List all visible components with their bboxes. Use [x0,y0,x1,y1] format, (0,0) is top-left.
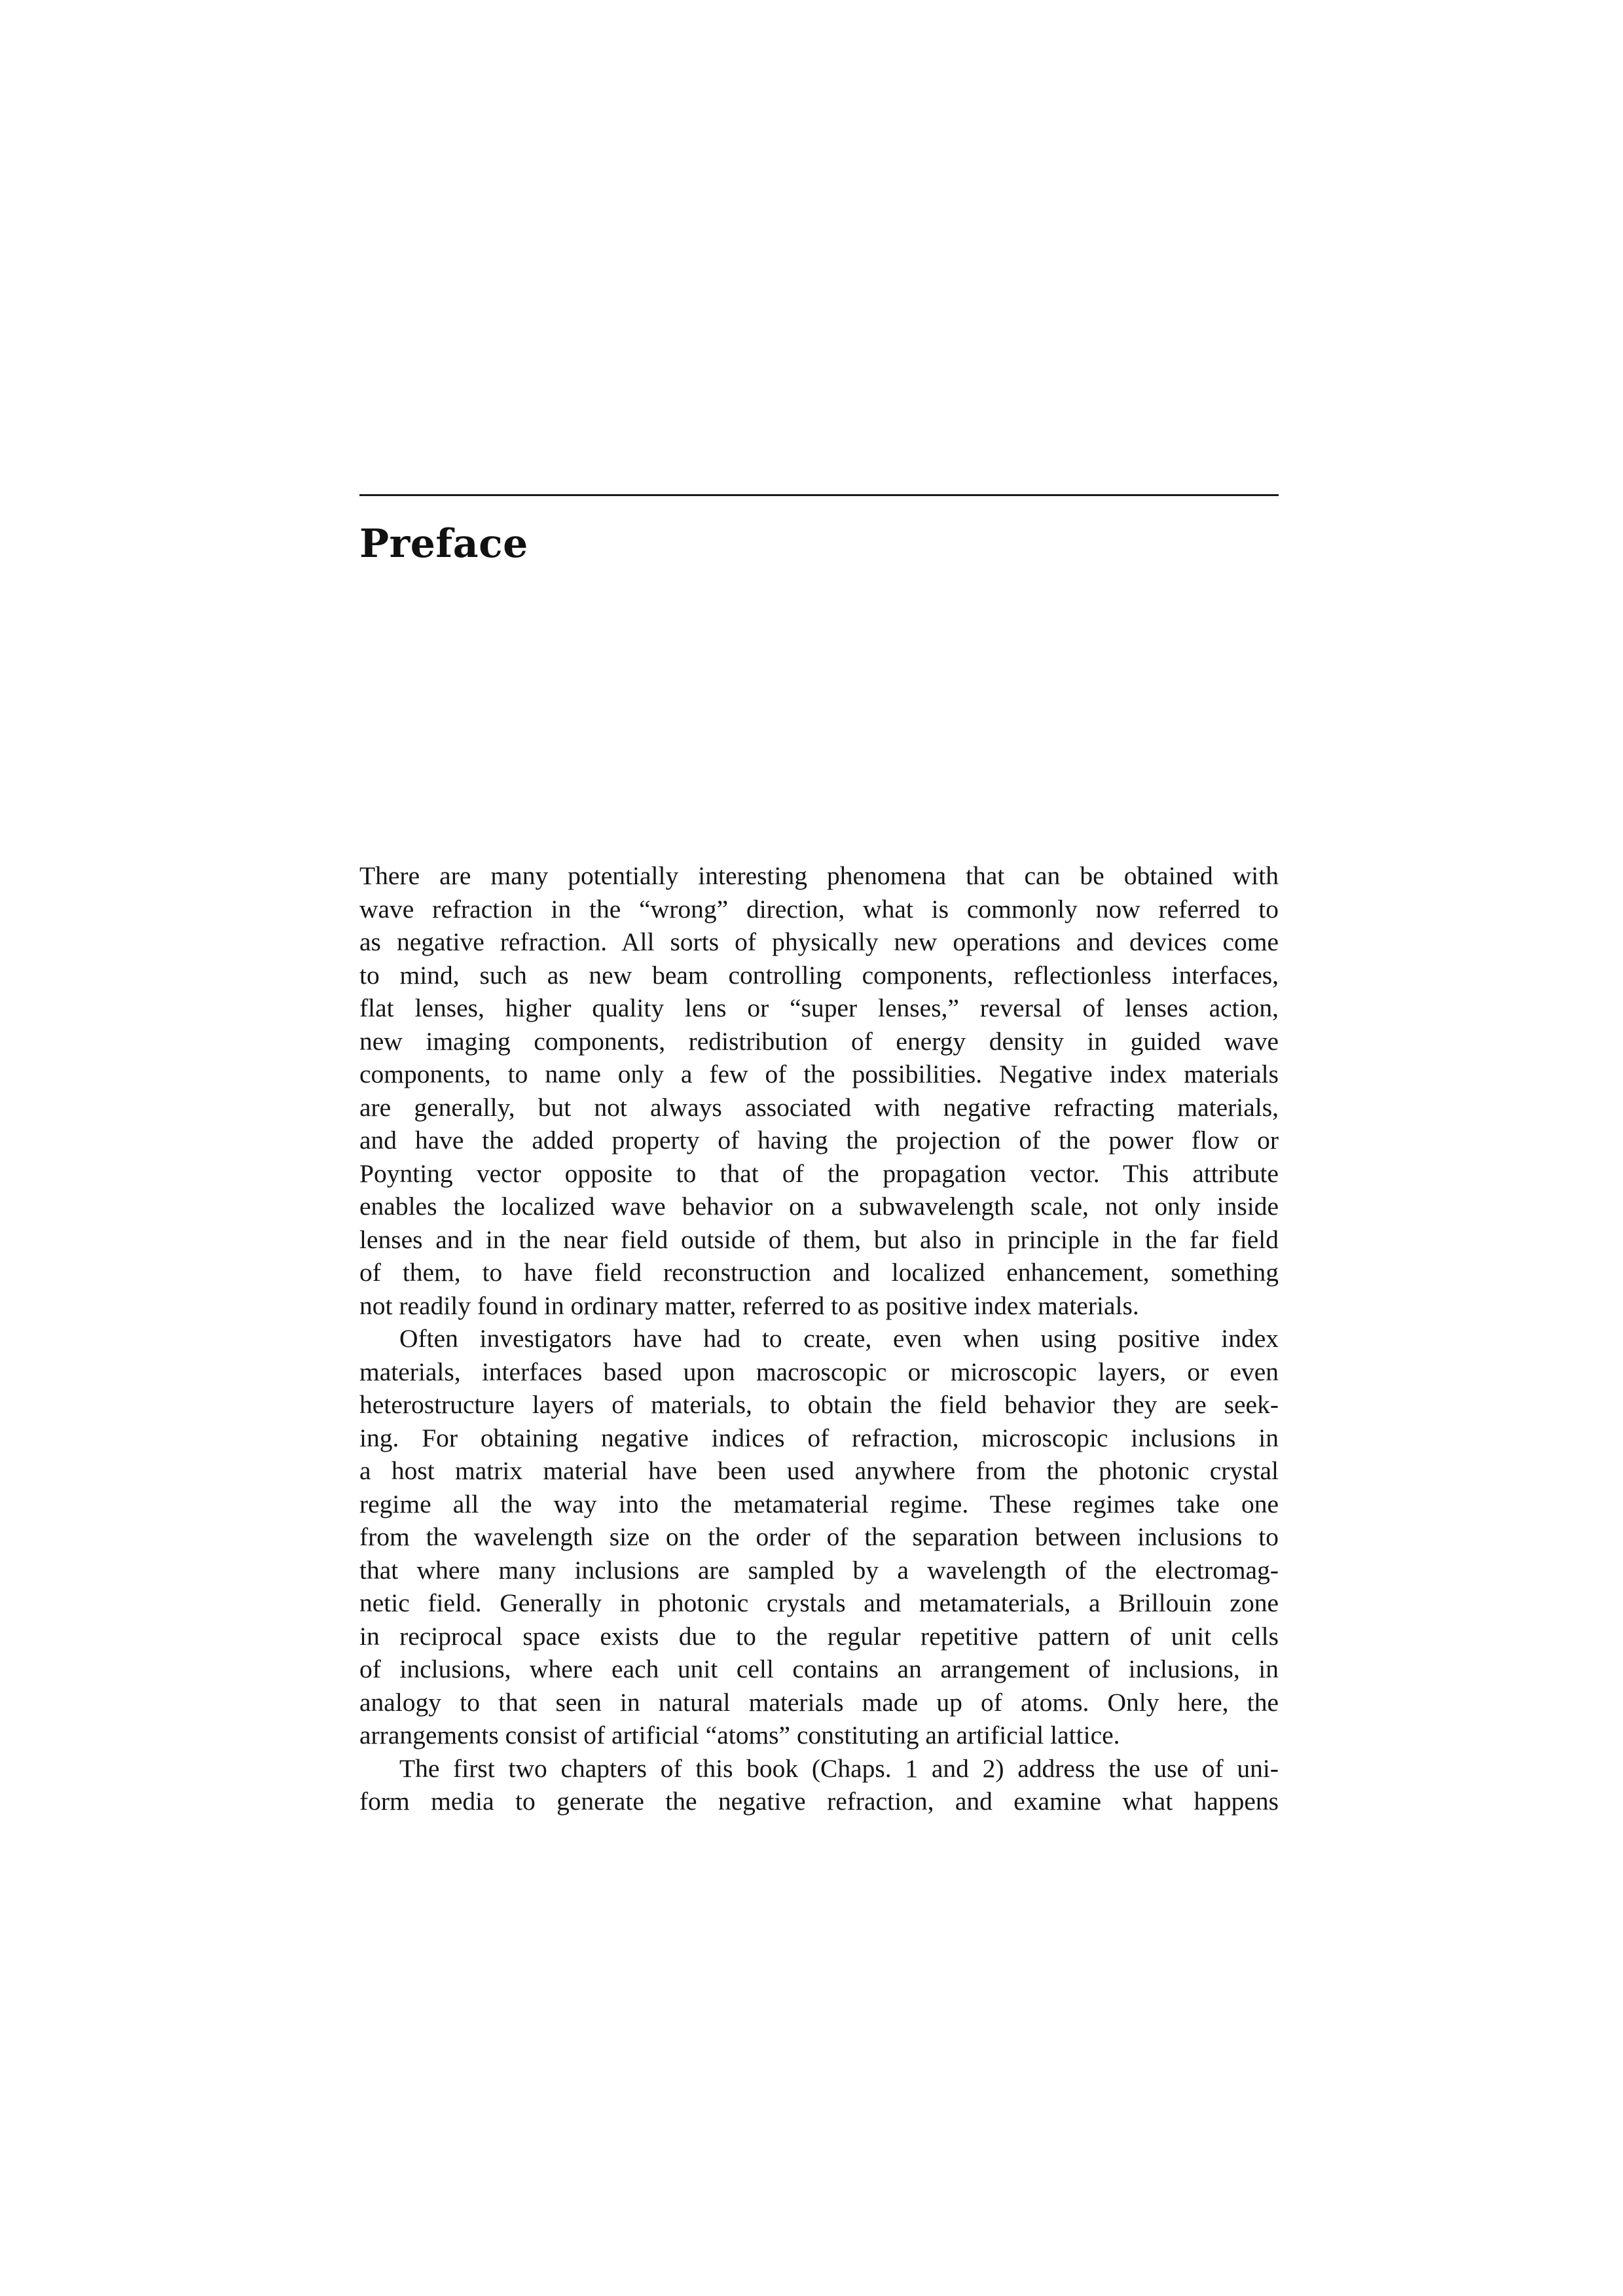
text-line: Poynting vector opposite to that of the propagation vector. This attribute [359,1158,1279,1188]
text-line: flat lenses, higher quality lens or “super lenses,” reversal of lenses action, [359,994,1279,1022]
text-line: and have the added property of having the projection of the power flow or [359,1126,1279,1155]
text-line: new imaging components, redistribution of energy density in guided wave [359,1026,1279,1056]
text-line: arrangements consist of artificial “atoms” constituting an artificial lattice. [359,1721,1120,1749]
text-line: from the wavelength size on the order of the separation between inclusions to [359,1522,1279,1551]
text-line: as negative refraction. All sorts of physically new operations and devices come [359,927,1279,956]
text-line: that where many inclusions are sampled by a wavelength of the electromag- [359,1555,1279,1585]
chapter-rule [359,494,1279,496]
text-line: regime all the way into the metamaterial regime. These regimes take one [359,1489,1279,1518]
text-line: of them, to have field reconstruction and localized enhancement, something [359,1258,1279,1287]
text-line: wave refraction in the “wrong” direction, what is commonly now referred to [359,894,1279,924]
text-line: analogy to that seen in natural materials made up of atoms. Only here, the [359,1687,1279,1717]
text-line: components, to name only a few of the possibilities. Negative index materials [359,1060,1279,1088]
text-line: lenses and in the near field outside of them, but also in principle in the far field [359,1225,1279,1254]
text-line: materials, interfaces based upon macroscopic or microscopic layers, or even [359,1357,1279,1386]
text-line: to mind, such as new beam controlling components, reflectionless interfaces, [359,960,1279,990]
text-line: a host matrix material have been used anywhere from the photonic crystal [359,1456,1279,1485]
text-line: form media to generate the negative refraction, and examine what happens [359,1787,1279,1816]
text-line: There are many potentially interesting phenomena that can be obtained with [359,861,1279,890]
text-line: ing. For obtaining negative indices of refraction, microscopic inclusions in [359,1423,1279,1452]
text-line: heterostructure layers of materials, to obtain the field behavior they are seek- [359,1390,1279,1419]
text-line: not readily found in ordinary matter, referred to as positive index materials. [359,1291,1139,1320]
chapter-title: Preface [359,521,528,567]
text-line: Often investigators have had to create, even when using positive index [399,1324,1279,1353]
text-line: enables the localized wave behavior on a subwavelength scale, not only inside [359,1192,1279,1221]
text-line: netic field. Generally in photonic crystals and metamaterials, a Brillouin zone [359,1588,1279,1617]
text-line: of inclusions, where each unit cell contains an arrangement of inclusions, in [359,1655,1279,1683]
body-text [359,859,1279,1818]
text-line: The first two chapters of this book (Chaps. 1 and 2) address the use of uni- [399,1753,1279,1783]
text-line: in reciprocal space exists due to the regular repetitive pattern of unit cells [359,1621,1279,1651]
text-line: are generally, but not always associated with negative refracting materials, [359,1092,1279,1122]
